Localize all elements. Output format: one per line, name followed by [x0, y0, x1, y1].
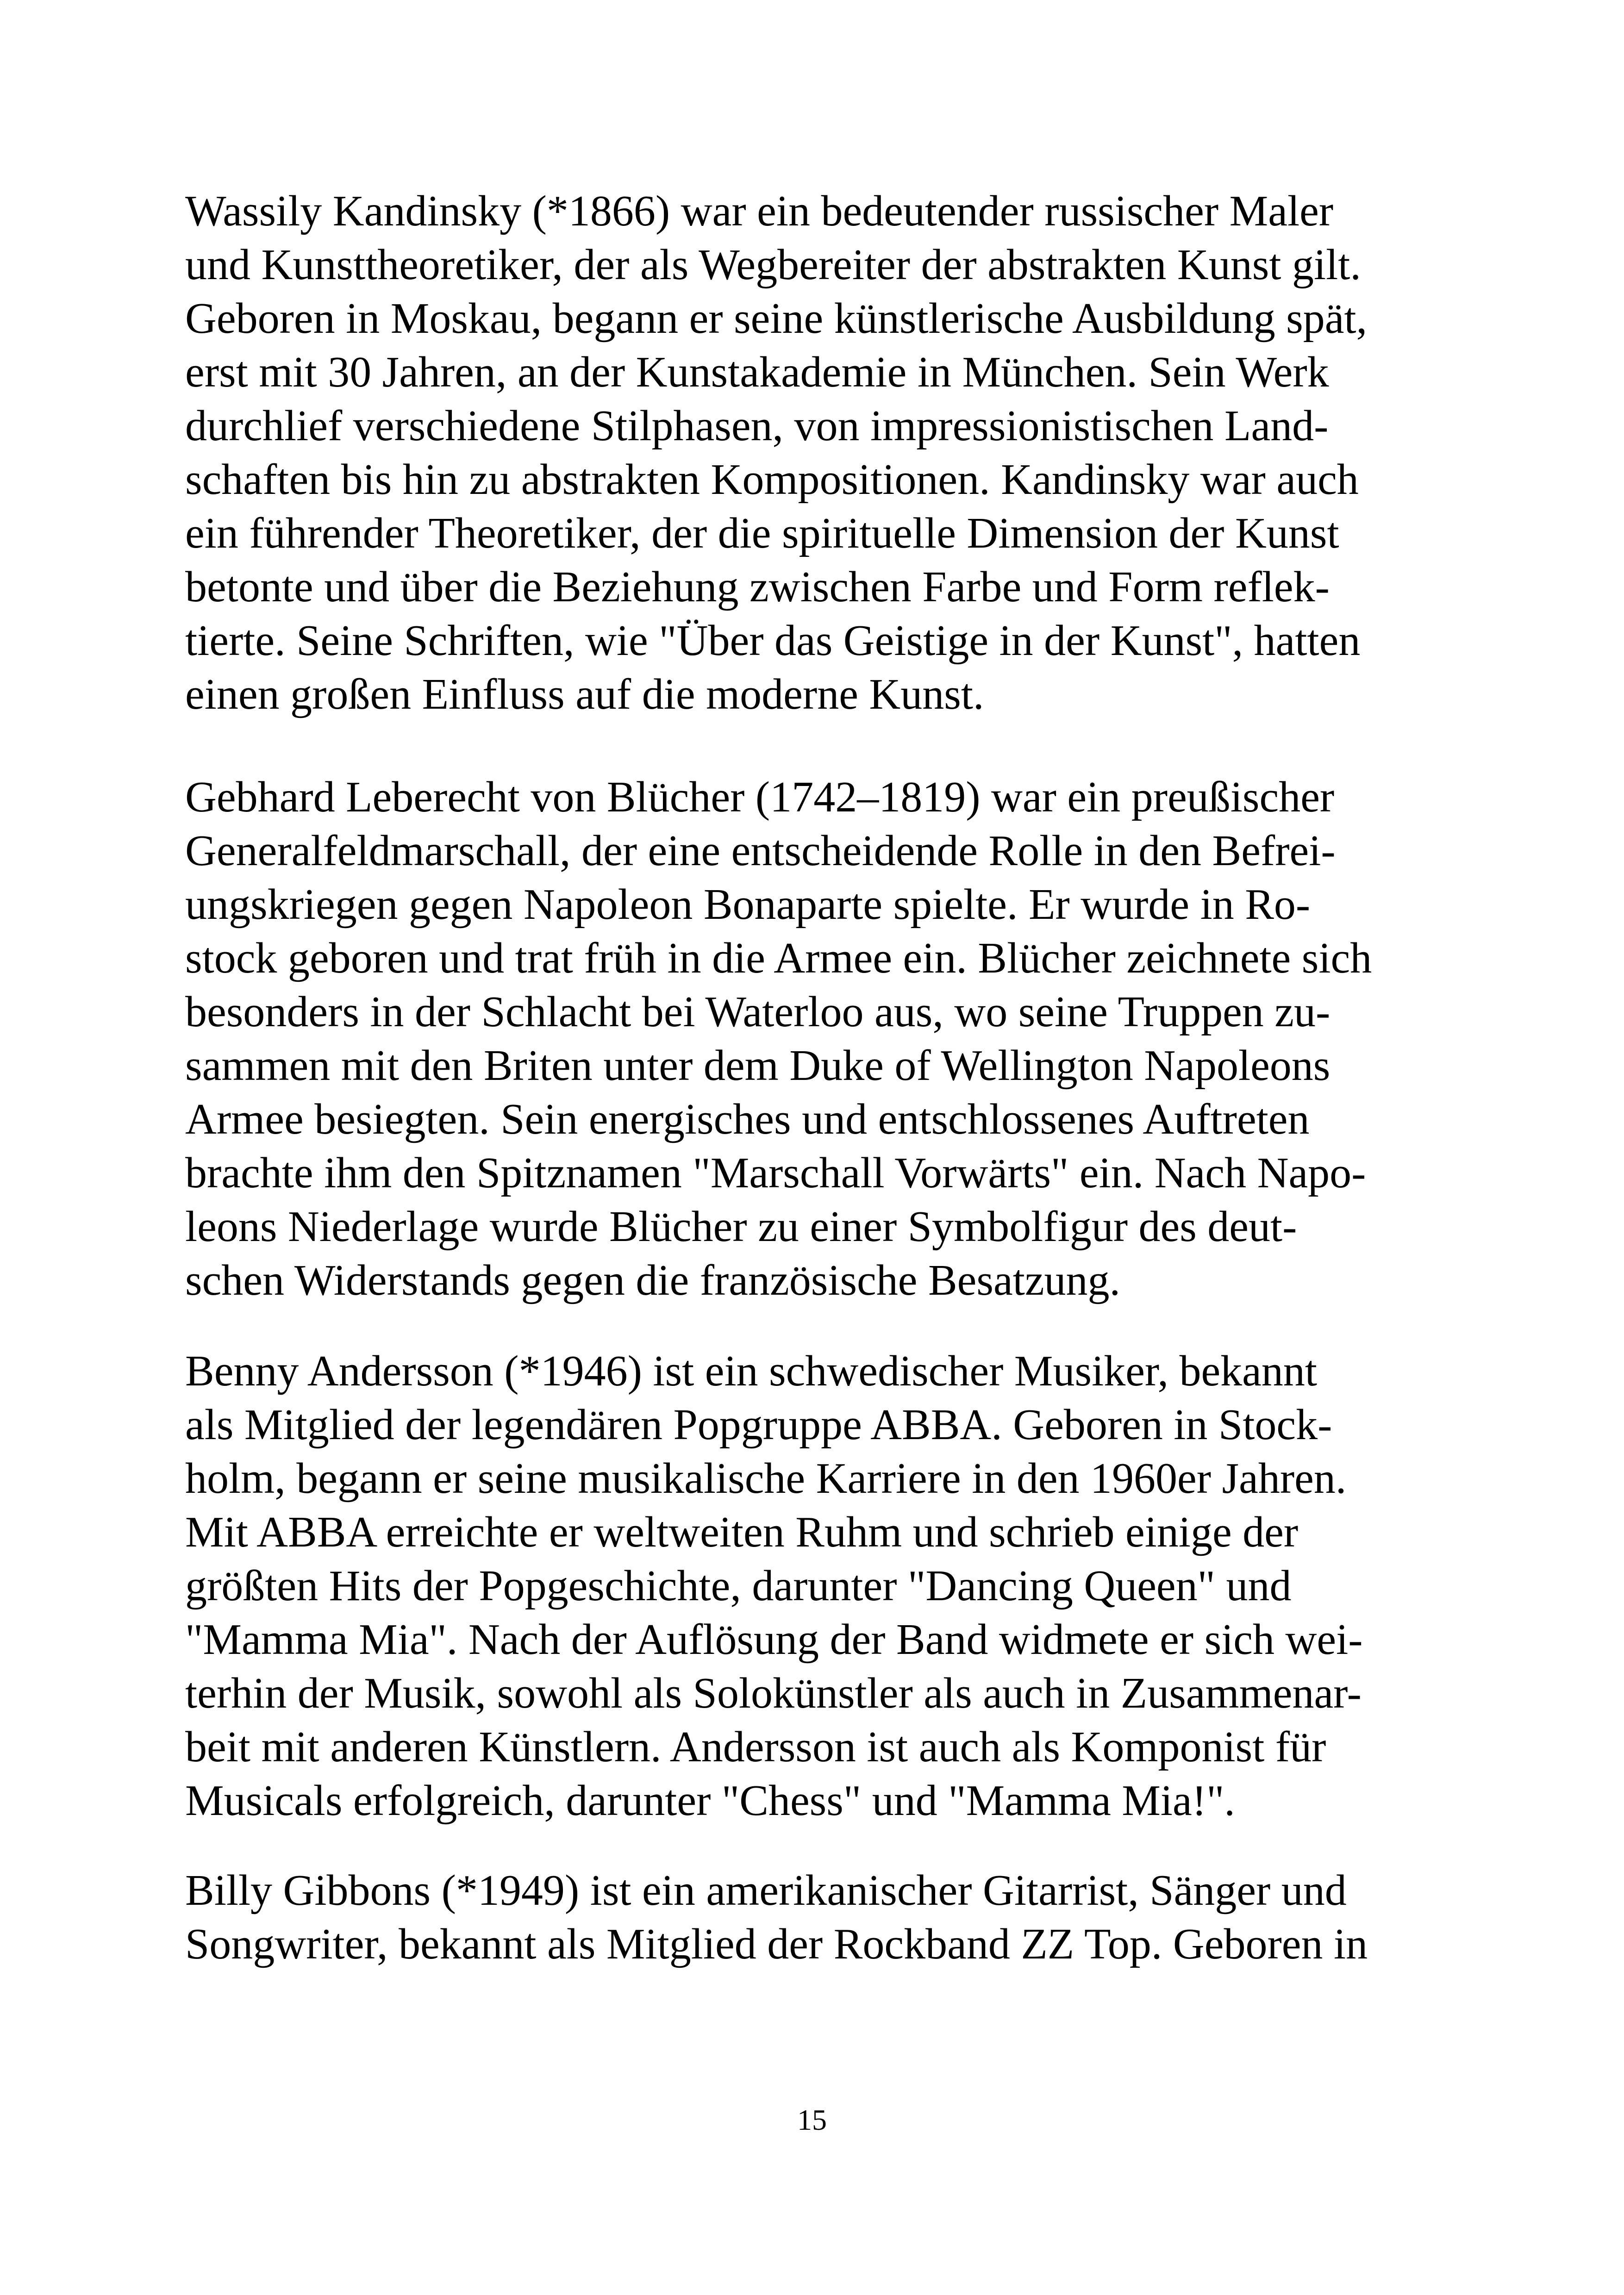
text-line: besonders in der Schlacht bei Waterloo aus, wo seine Truppen zu- [185, 988, 1330, 1036]
text-line: schen Widerstands gegen die französische Besatzung. [185, 1256, 1121, 1304]
paragraph-gibbons [185, 1864, 1463, 1971]
text-line: größten Hits der Popgeschichte, darunter "Dancing Queen" und [185, 1562, 1292, 1610]
text-line: durchlief verschiedene Stilphasen, von impressionistischen Land- [185, 402, 1329, 450]
text-line: und Kunsttheoretiker, der als Wegbereiter der abstrakten Kunst gilt. [185, 241, 1361, 289]
text-line: leons Niederlage wurde Blücher zu einer Symbolfigur des deut- [185, 1203, 1297, 1251]
page-number: 15 [797, 2103, 827, 2136]
text-line: einen großen Einfluss auf die moderne Kunst. [185, 670, 984, 718]
text-line: tierte. Seine Schriften, wie "Über das Geistige in der Kunst", hatten [185, 617, 1361, 665]
text-line: Wassily Kandinsky (*1866) war ein bedeutender russischer Maler [185, 187, 1334, 235]
text-line: ein führender Theoretiker, der die spirituelle Dimension der Kunst [185, 509, 1339, 557]
text-line: erst mit 30 Jahren, an der Kunstakademie in München. Sein Werk [185, 348, 1329, 396]
text-line: Gebhard Leberecht von Blücher (1742–1819) war ein preußischer [185, 773, 1335, 821]
paragraph-kandinsky [185, 184, 1463, 721]
text-line: Benny Andersson (*1946) ist ein schwedischer Musiker, bekannt [185, 1347, 1318, 1395]
text-line: Songwriter, bekannt als Mitglied der Rockband ZZ Top. Geboren in [185, 1920, 1368, 1968]
text-line: schaften bis hin zu abstrakten Kompositionen. Kandinsky war auch [185, 455, 1359, 504]
paragraph-andersson [185, 1344, 1463, 1827]
text-line: Musicals erfolgreich, darunter "Chess" und "Mamma Mia!". [185, 1777, 1235, 1825]
text-line: stock geboren und trat früh in die Armee ein. Blücher zeichnete sich [185, 934, 1372, 982]
text-line: ungskriegen gegen Napoleon Bonaparte spielte. Er wurde in Ro- [185, 880, 1311, 929]
text-line: als Mitglied der legendären Popgruppe ABBA. Geboren in Stock- [185, 1401, 1332, 1449]
text-line: "Mamma Mia". Nach der Auflösung der Band widmete er sich wei- [185, 1615, 1363, 1664]
text-line: terhin der Musik, sowohl als Solokünstler als auch in Zusammenar- [185, 1669, 1362, 1717]
text-line: holm, begann er seine musikalische Karriere in den 1960er Jahren. [185, 1454, 1347, 1503]
text-line: Mit ABBA erreichte er weltweiten Ruhm und schrieb einige der [185, 1508, 1299, 1556]
text-line: sammen mit den Briten unter dem Duke of Wellington Napoleons [185, 1041, 1330, 1090]
text-line: beit mit anderen Künstlern. Andersson ist auch als Komponist für [185, 1723, 1326, 1771]
text-line: Geboren in Moskau, begann er seine künstlerische Ausbildung spät, [185, 294, 1368, 343]
text-line: Generalfeldmarschall, der eine entscheidende Rolle in den Befrei- [185, 827, 1336, 875]
text-line: betonte und über die Beziehung zwischen Farbe und Form reflek- [185, 563, 1330, 611]
paragraph-bluecher [185, 770, 1463, 1307]
text-line: Armee besiegten. Sein energisches und entschlossenes Auftreten [185, 1095, 1310, 1143]
text-line: brachte ihm den Spitznamen "Marschall Vorwärts" ein. Nach Napo- [185, 1149, 1366, 1197]
text-line: Billy Gibbons (*1949) ist ein amerikanischer Gitarrist, Sänger und [185, 1866, 1347, 1915]
